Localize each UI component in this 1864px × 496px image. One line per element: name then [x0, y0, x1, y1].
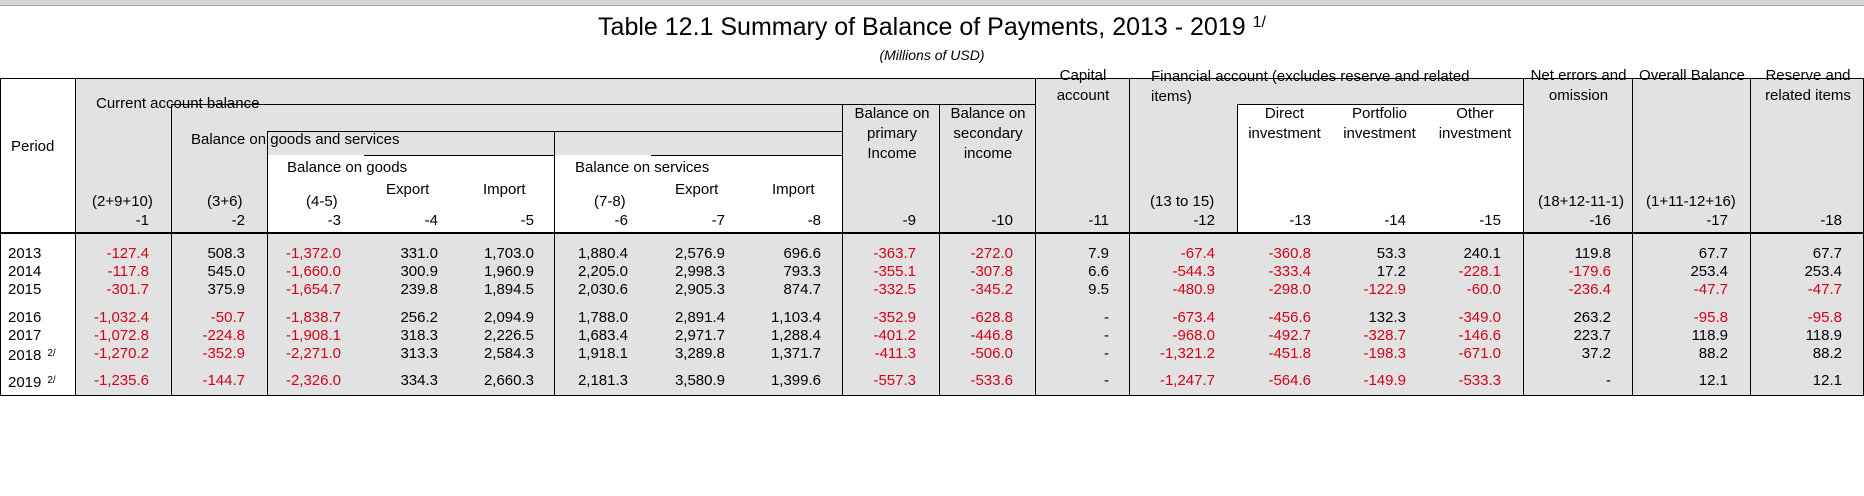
column-number: -13 — [1289, 212, 1311, 229]
table-cell: 67.7 — [1698, 245, 1728, 262]
table-cell: 300.9 — [400, 263, 438, 280]
table-cell: 118.9 — [1691, 327, 1728, 344]
table-cell: -272.0 — [970, 245, 1013, 262]
table-cell: -1,072.8 — [93, 327, 149, 344]
table-cell: 2,226.5 — [483, 327, 534, 344]
table-cell: - — [1606, 372, 1611, 389]
table-cell: 3,289.8 — [674, 345, 725, 362]
table-cell: 2,205.0 — [577, 263, 628, 280]
table-cell: -1,321.2 — [1159, 345, 1215, 362]
table-cell: 223.7 — [1573, 327, 1611, 344]
table-cell: 3,580.9 — [674, 372, 725, 389]
table-cell: 1,960.9 — [483, 263, 534, 280]
table-cell: -301.7 — [106, 281, 149, 298]
table-cell: 253.4 — [1804, 263, 1842, 280]
column-number: -7 — [711, 212, 725, 229]
table-subtitle: (Millions of USD) — [879, 47, 985, 63]
table-cell: 375.9 — [207, 281, 245, 298]
table-cell: - — [1104, 327, 1109, 344]
table-cell: -355.1 — [873, 263, 916, 280]
table-cell: 37.2 — [1581, 345, 1611, 362]
table-cell: - — [1104, 372, 1109, 389]
column-number: -5 — [520, 212, 534, 229]
table-cell: 9.5 — [1088, 281, 1109, 298]
table-cell: 334.3 — [400, 372, 438, 389]
table-cell: -345.2 — [970, 281, 1013, 298]
column-number: -17 — [1706, 212, 1728, 229]
table-cell: -149.9 — [1363, 372, 1406, 389]
table-cell: 2,660.3 — [483, 372, 534, 389]
header-goods-export: Export — [386, 181, 430, 198]
column-number: -11 — [1088, 212, 1109, 229]
table-cell: 1,880.4 — [577, 245, 628, 262]
table-cell: 6.6 — [1088, 263, 1109, 280]
table-cell: 240.1 — [1463, 245, 1501, 262]
header-balance-services: Balance on services — [575, 159, 710, 176]
table-cell: 67.7 — [1812, 245, 1842, 262]
table-cell: -179.6 — [1568, 263, 1611, 280]
row-period: 2015 — [8, 281, 42, 298]
table-cell: -127.4 — [106, 245, 149, 262]
column-number: -16 — [1589, 212, 1611, 229]
row-period: 2014 — [8, 263, 42, 280]
table-cell: 1,894.5 — [483, 281, 534, 298]
table-cell: -1,247.7 — [1159, 372, 1215, 389]
table-cell: -60.0 — [1466, 281, 1501, 298]
header-services-import: Import — [772, 181, 815, 198]
table-cell: -332.5 — [873, 281, 916, 298]
table-cell: -333.4 — [1268, 263, 1311, 280]
table-cell: -492.7 — [1268, 327, 1311, 344]
table-cell: 88.2 — [1812, 345, 1842, 362]
table-cell: -1,372.0 — [285, 245, 341, 262]
table-cell: -673.4 — [1172, 309, 1215, 326]
table-cell: -671.0 — [1458, 345, 1501, 362]
table-cell: 1,703.0 — [483, 245, 534, 262]
formula-c3: (4-5) — [306, 193, 338, 210]
formula-c12: (13 to 15) — [1150, 193, 1215, 210]
table-cell: 1,103.4 — [770, 309, 821, 326]
table-cell: 1,288.4 — [770, 327, 821, 344]
column-number: -12 — [1193, 212, 1215, 229]
column-number: -18 — [1820, 212, 1842, 229]
table-cell: -122.9 — [1363, 281, 1406, 298]
table-cell: -50.7 — [210, 309, 245, 326]
header-goods-services: Balance on goods and services — [191, 131, 400, 148]
table-cell: 2,030.6 — [577, 281, 628, 298]
period-footnote: 2/ — [47, 348, 56, 359]
table-cell: -198.3 — [1363, 345, 1406, 362]
table-cell: 1,683.4 — [577, 327, 628, 344]
table-cell: -564.6 — [1268, 372, 1311, 389]
balance-of-payments-table — [0, 67, 1864, 476]
table-cell: 132.3 — [1368, 309, 1406, 326]
table-cell: -352.9 — [873, 309, 916, 326]
table-cell: 2,971.7 — [674, 327, 725, 344]
table-cell: - — [1104, 309, 1109, 326]
table-cell: 88.2 — [1698, 345, 1728, 362]
header-overall-balance: Overall Balance — [1639, 67, 1745, 84]
column-number: -2 — [231, 212, 245, 229]
column-number: -10 — [991, 212, 1013, 229]
header-services-export: Export — [675, 181, 719, 198]
table-cell: -557.3 — [873, 372, 916, 389]
table-cell: 2,576.9 — [674, 245, 725, 262]
title-footnote: 1/ — [1252, 14, 1266, 31]
row-period: 2013 — [8, 245, 42, 262]
column-number: -14 — [1384, 212, 1406, 229]
table-cell: 119.8 — [1574, 245, 1611, 262]
table-cell: -117.8 — [107, 263, 149, 280]
header-period: Period — [11, 138, 55, 155]
table-cell: -95.8 — [1807, 309, 1842, 326]
table-cell: -2,271.0 — [285, 345, 341, 362]
table-cell: -363.7 — [873, 245, 916, 262]
formula-c2: (3+6) — [207, 193, 243, 210]
formula-c16: (18+12-11-1) — [1538, 193, 1625, 210]
column-number: -3 — [327, 212, 341, 229]
header-reserve: Reserve and related items — [1765, 67, 1851, 104]
header-balance-goods: Balance on goods — [287, 159, 408, 176]
formula-c17: (1+11-12+16) — [1646, 193, 1736, 210]
table-cell: 318.3 — [400, 327, 438, 344]
table-cell: 508.3 — [207, 245, 245, 262]
table-cell: -1,654.7 — [285, 281, 341, 298]
table-cell: -968.0 — [1172, 327, 1215, 344]
table-cell: -506.0 — [970, 345, 1013, 362]
table-cell: -1,235.6 — [93, 372, 149, 389]
table-cell: -533.6 — [970, 372, 1013, 389]
table-cell: 17.2 — [1376, 263, 1406, 280]
header-capital-account: Capital account — [1056, 67, 1110, 104]
table-cell: 1,918.1 — [577, 345, 628, 362]
table-cell: 12.1 — [1812, 372, 1842, 389]
table-cell: -146.6 — [1458, 327, 1501, 344]
table-cell: -401.2 — [873, 327, 916, 344]
period-footnote: 2/ — [47, 375, 56, 386]
row-period: 2016 — [8, 309, 42, 326]
table-cell: 12.1 — [1698, 372, 1728, 389]
table-cell: -360.8 — [1268, 245, 1311, 262]
table-cell: 256.2 — [400, 309, 438, 326]
table-cell: -307.8 — [970, 263, 1013, 280]
formula-c6: (7-8) — [594, 193, 626, 210]
table-cell: 874.7 — [783, 281, 821, 298]
table-cell: -1,660.0 — [285, 263, 341, 280]
table-cell: 1,788.0 — [577, 309, 628, 326]
table-cell: 253.4 — [1690, 263, 1728, 280]
table-cell: 239.8 — [400, 281, 438, 298]
table-cell: -411.3 — [874, 345, 916, 362]
table-cell: 2,181.3 — [577, 372, 628, 389]
formula-c1: (2+9+10) — [92, 193, 153, 210]
row-period: 2017 — [8, 327, 42, 344]
table-cell: -1,032.4 — [93, 309, 149, 326]
column-number: -9 — [902, 212, 916, 229]
table-cell: -628.8 — [970, 309, 1013, 326]
table-cell: -533.3 — [1458, 372, 1501, 389]
table-cell: -298.0 — [1268, 281, 1311, 298]
table-cell: 53.3 — [1376, 245, 1406, 262]
table-cell: 2,584.3 — [483, 345, 534, 362]
table-cell: 313.3 — [400, 345, 438, 362]
table-cell: 118.9 — [1805, 327, 1842, 344]
header-primary-income: Balance on primary Income — [854, 105, 930, 162]
table-cell: 7.9 — [1088, 245, 1109, 262]
table-cell: -67.4 — [1180, 245, 1215, 262]
header-current-account: Current account balance — [96, 95, 260, 112]
table-cell: -451.8 — [1268, 345, 1311, 362]
table-cell: 2,998.3 — [674, 263, 725, 280]
column-number: -8 — [807, 212, 821, 229]
table-cell: -236.4 — [1568, 281, 1611, 298]
column-number: -4 — [424, 212, 438, 229]
table-cell: 1,399.6 — [770, 372, 821, 389]
row-period: 2019 $^{2/}$ — [8, 374, 56, 391]
column-number: -15 — [1479, 212, 1501, 229]
header-net-errors: Net errors and omission — [1530, 67, 1627, 104]
table-cell: -1,838.7 — [285, 309, 341, 326]
table-cell: 331.0 — [400, 245, 438, 262]
table-cell: -352.9 — [202, 345, 245, 362]
table-cell: -1,908.1 — [285, 327, 341, 344]
row-period: 2018 $^{2/}$ — [8, 347, 56, 364]
table-cell: -144.7 — [202, 372, 245, 389]
table-cell: 2,094.9 — [483, 309, 534, 326]
table-cell: 2,905.3 — [674, 281, 725, 298]
header-goods-import: Import — [483, 181, 526, 198]
table-cell: -328.7 — [1363, 327, 1406, 344]
table-cell: 696.6 — [783, 245, 821, 262]
table-title: Table 12.1 Summary of Balance of Payments, 2013 - 2019 $^{1/}$ — [598, 13, 1266, 41]
column-number: -6 — [614, 212, 628, 229]
table-cell: -95.8 — [1693, 309, 1728, 326]
table-cell: 793.3 — [783, 263, 821, 280]
table-cell: -349.0 — [1458, 309, 1501, 326]
table-cell: 1,371.7 — [770, 345, 821, 362]
table-cell: 263.2 — [1573, 309, 1611, 326]
table-cell: -224.8 — [202, 327, 245, 344]
table-cell: -1,270.2 — [93, 345, 149, 362]
header-direct-investment: Direct investment — [1248, 105, 1321, 142]
column-number: -1 — [135, 212, 149, 229]
header-portfolio-investment: Portfolio investment — [1343, 105, 1416, 142]
table-cell: -2,326.0 — [285, 372, 341, 389]
header-secondary-income: Balance on secondary income — [950, 105, 1026, 162]
table-cell: -480.9 — [1172, 281, 1215, 298]
table-cell: - — [1104, 345, 1109, 362]
header-other-investment: Other investment — [1438, 105, 1512, 142]
table-cell: -446.8 — [970, 327, 1013, 344]
table-cell: -47.7 — [1693, 281, 1728, 298]
header-financial-account: Financial account (excludes reserve and related items) — [1151, 68, 1470, 105]
table-cell: -47.7 — [1807, 281, 1842, 298]
table-cell: 2,891.4 — [674, 309, 725, 326]
table-cell: -228.1 — [1458, 263, 1501, 280]
table-cell: -456.6 — [1268, 309, 1311, 326]
table-cell: -544.3 — [1172, 263, 1215, 280]
table-cell: 545.0 — [207, 263, 245, 280]
